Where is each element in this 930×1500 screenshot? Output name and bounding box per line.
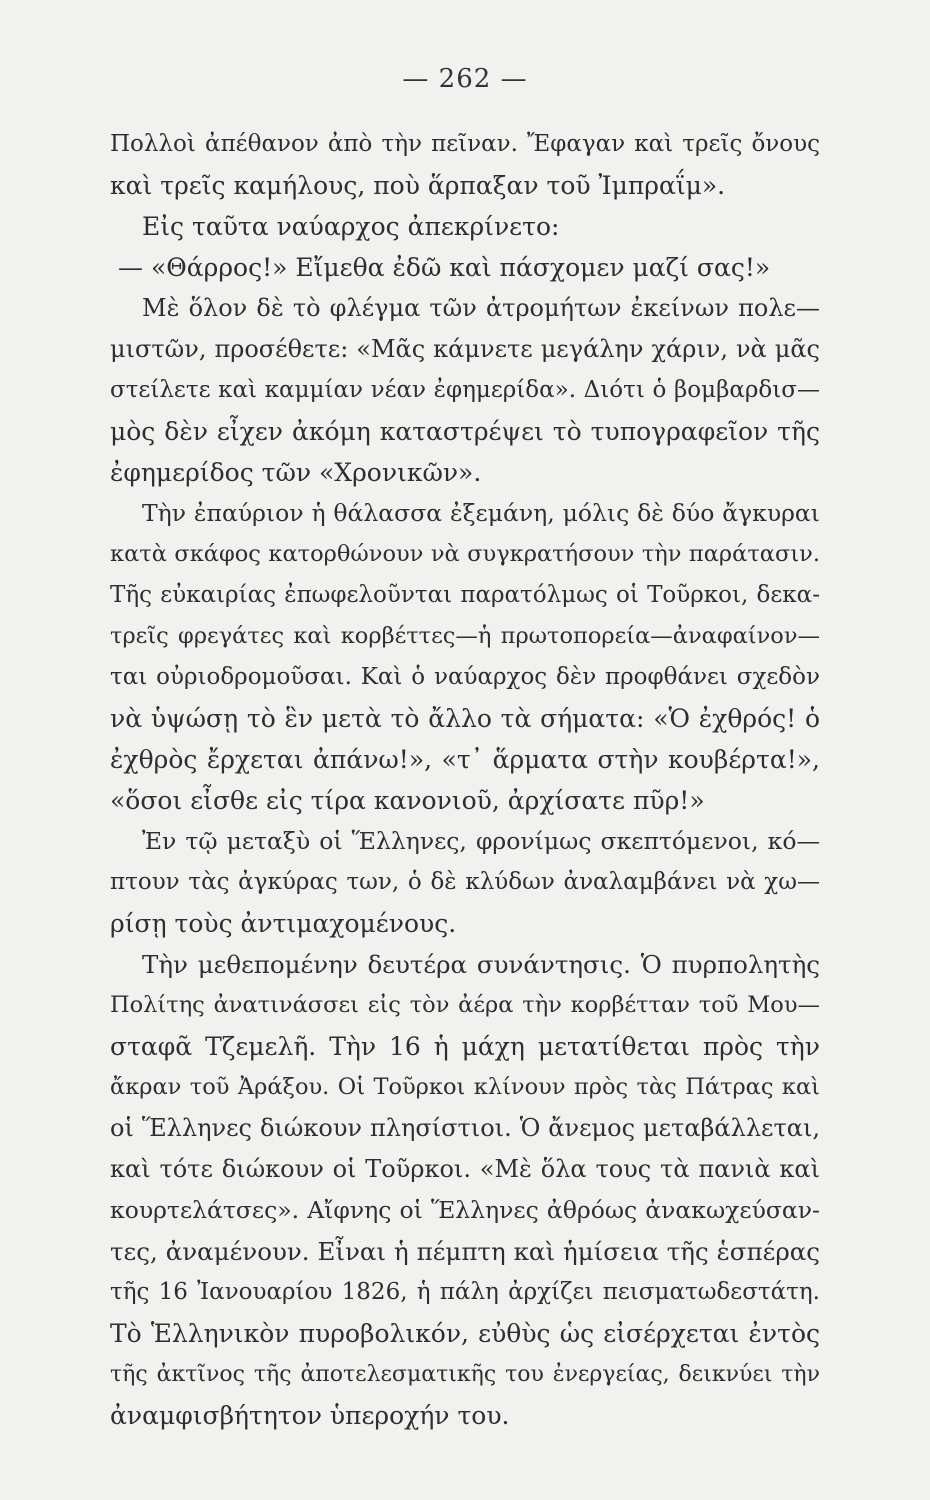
text-line: τῆς ἀκτῖνος τῆς ἀποτελεσματικῆς του ἐνεργείας, δεικνύει τὴν <box>110 1362 820 1387</box>
text-line: τες, ἀναμένουν. Εἶναι ἡ πέμπτη καὶ ἡμίσεια τῆς ἑσπέρας <box>110 1237 820 1266</box>
text-line: «ὅσοι εἶσθε εἰς τίρα κανονιοῦ, ἀρχίσατε πῦρ!» <box>110 786 705 815</box>
text-line: Τὴν ἐπαύριον ἡ θάλασσα ἐξεμάνη, μόλις δὲ δύο ἄγκυραι <box>142 499 820 527</box>
text-line: Τὸ Ἑλληνικὸν πυροβολικόν, εὐθὺς ὡς εἰσέρχεται ἐντὸς <box>110 1319 820 1348</box>
text-line: μιστῶν, προσέθετε: «Μᾶς κάμνετε μεγάλην χάριν, νὰ μᾶς <box>110 335 820 363</box>
text-line: Μὲ ὅλον δὲ τὸ φλέγμα τῶν ἀτρομήτων ἐκείνων πολε— <box>142 294 820 322</box>
text-line: Τῆς εὐκαιρίας ἐπωφελοῦνται παρατόλμως οἱ Τοῦρκοι, δεκα- <box>110 582 820 608</box>
text-line: — «Θάρρος!» Εἴμεθα ἐδῶ καὶ πάσχομεν μαζί σας!» <box>118 253 771 282</box>
text-line: σταφᾶ Τζεμελῆ. Τὴν 16 ἡ μάχη μετατίθεται πρὸς τὴν <box>110 1032 820 1061</box>
text-line: οἱ Ἕλληνες διώκουν πλησίστιοι. Ὁ ἄνεμος μεταβάλλεται, <box>110 1114 820 1142</box>
text-line: ται οὐριοδρομοῦσαι. Καὶ ὁ ναύαρχος δὲν προφθάνει σχεδὸν <box>110 664 820 690</box>
body-text <box>110 124 820 1436</box>
text-line: στείλετε καὶ καμμίαν νέαν ἐφημερίδα». Διότι ὁ βομβαρδισ— <box>110 377 820 403</box>
page-number: — 262 — <box>402 64 528 94</box>
text-line: ἐφημερίδος τῶν «Χρονικῶν». <box>110 458 482 487</box>
text-line: καὶ τρεῖς καμήλους, ποὺ ἅρπαξαν τοῦ Ἰμπραΐμ». <box>110 171 726 200</box>
text-line: πτουν τὰς ἀγκύρας των, ὁ δὲ κλύδων ἀναλαμβάνει νὰ χω— <box>110 869 820 895</box>
text-line: κουρτελάτσες». Αἴφνης οἱ Ἕλληνες ἀθρόως ἀνακωχεύσαν- <box>110 1196 820 1224</box>
text-line: Εἰς ταῦτα ναύαρχος ἀπεκρίνετο: <box>142 212 560 241</box>
text-line: τῆς 16 Ἰανουαρίου 1826, ἡ πάλη ἀρχίζει πεισματωδεστάτη. <box>110 1279 820 1305</box>
text-line: νὰ ὑψώσῃ τὸ ἓν μετὰ τὸ ἄλλο τὰ σήματα: «Ὁ ἐχθρός! ὁ <box>110 704 820 733</box>
text-line: καὶ τότε διώκουν οἱ Τοῦρκοι. «Μὲ ὅλα τους τὰ πανιὰ καὶ <box>110 1155 820 1183</box>
text-line: Πολλοὶ ἀπέθανον ἀπὸ τὴν πεῖναν. Ἔφαγαν καὶ τρεῖς ὄνους <box>110 131 820 157</box>
text-line: Ἐν τῷ μεταξὺ οἱ Ἕλληνες, φρονίμως σκεπτόμενοι, κό— <box>142 827 820 855</box>
text-line: κατὰ σκάφος κατορθώνουν νὰ συγκρατήσουν τὴν παράτασιν. <box>110 541 820 567</box>
text-line: ἄκραν τοῦ Ἀράξου. Οἱ Τοῦρκοι κλίνουν πρὸς τὰς Πάτρας καὶ <box>110 1074 820 1100</box>
text-line: τρεῖς φρεγάτες καὶ κορβέττες—ἡ πρωτοπορεία—ἀναφαίνον— <box>110 623 820 649</box>
text-line: ρίσῃ τοὺς ἀντιμαχομένους. <box>110 909 457 938</box>
text-line: μὸς δὲν εἶχεν ἀκόμη καταστρέψει τὸ τυπογραφεῖον τῆς <box>110 417 820 446</box>
text-line: ἐχθρὸς ἔρχεται ἀπάνω!», «τ᾽ ἅρματα στὴν κουβέρτα!», <box>110 745 820 774</box>
text-line: Πολίτης ἀνατινάσσει εἰς τὸν ἀέρα τὴν κορβέτταν τοῦ Μου— <box>110 992 820 1018</box>
text-line: ἀναμφισβήτητον ὑπεροχήν του. <box>110 1401 510 1430</box>
text-line: Τὴν μεθεπομένην δευτέρα συνάντησις. Ὁ πυρπολητὴς <box>142 950 820 979</box>
